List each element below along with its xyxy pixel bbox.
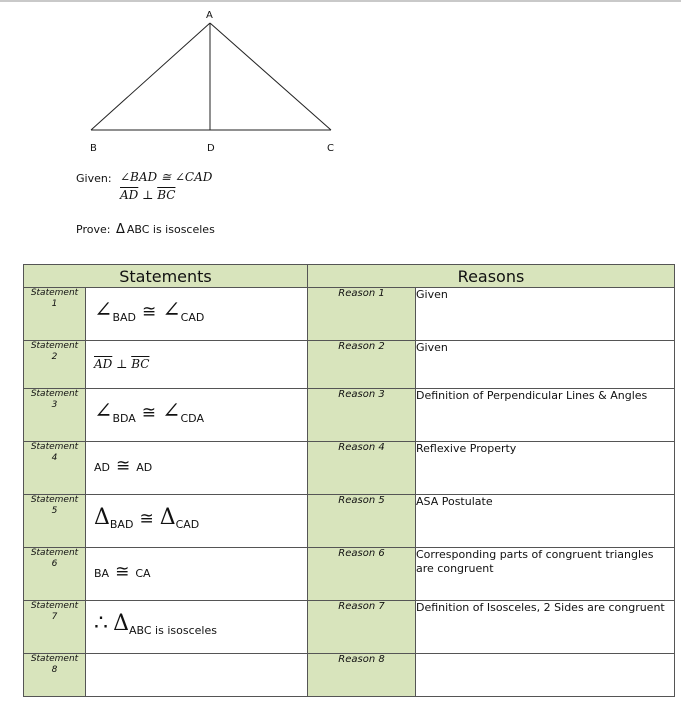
triangle-symbol: Δ	[159, 505, 176, 530]
statement-term: AD	[136, 461, 153, 474]
prove-text: ABC is isosceles	[126, 223, 215, 236]
reason-cell	[416, 654, 675, 697]
reason-cell: Given	[416, 288, 675, 341]
congruent-symbol: ≅	[139, 509, 154, 529]
given-angle-congruence: ∠BAD ≅ ∠CAD	[120, 170, 213, 184]
given-perpendicular	[120, 188, 175, 202]
reasons-header: Reasons	[308, 265, 675, 288]
statement-cell	[86, 389, 308, 442]
reason-cell: Definition of Isosceles, 2 Sides are congruent	[416, 601, 675, 654]
prove-label: Prove:	[76, 223, 111, 236]
given-statements	[120, 170, 213, 202]
statement-number: Statement 7	[24, 601, 86, 654]
reason-number: Reason 3	[308, 389, 416, 442]
statement-cell	[86, 495, 308, 548]
statement-cell	[86, 548, 308, 601]
reason-number: Reason 2	[308, 341, 416, 389]
table-row	[24, 654, 675, 697]
table-row	[24, 548, 675, 601]
statement-cell	[86, 654, 308, 697]
statement-number: Statement 2	[24, 341, 86, 389]
segment-ab	[91, 23, 210, 130]
given-segment-ad: $\overline{AD}$	[120, 188, 139, 202]
perpendicular-symbol: ⊥	[112, 357, 132, 371]
triangle-symbol: Δ	[115, 222, 125, 237]
angle-symbol: ∠	[94, 298, 113, 323]
statement-term: ABC is isosceles	[128, 624, 217, 637]
triangle-symbol: Δ	[113, 611, 129, 636]
congruent-symbol: ≅	[116, 456, 131, 476]
statement-term: CA	[135, 567, 151, 580]
reason-number: Reason 8	[308, 654, 416, 697]
statement-term: CAD	[180, 311, 205, 324]
statement-number: Statement 1	[24, 288, 86, 341]
table-row	[24, 341, 675, 389]
therefore-symbol: ∴	[94, 611, 108, 636]
statement-cell	[86, 601, 308, 654]
reason-number: Reason 7	[308, 601, 416, 654]
angle-symbol: ∠	[162, 298, 181, 323]
point-label-d: D	[207, 143, 215, 154]
triangle-symbol: Δ	[94, 505, 110, 530]
congruent-symbol: ≅	[115, 562, 130, 582]
statement-number: Statement 8	[24, 654, 86, 697]
statement-segment-ad: $\overline{AD}$	[94, 357, 113, 371]
statement-cell	[86, 341, 308, 389]
reason-cell: Given	[416, 341, 675, 389]
statement-term: BAD	[109, 518, 134, 531]
triangle-figure	[0, 0, 681, 160]
statements-header: Statements	[24, 265, 308, 288]
statement-number: Statement 3	[24, 389, 86, 442]
angle-symbol: ∠	[162, 399, 181, 424]
reason-cell: Reflexive Property	[416, 442, 675, 495]
angle-symbol: ∠	[94, 399, 113, 424]
statement-term: BAD	[112, 311, 136, 324]
given-label: Given:	[76, 172, 112, 185]
statement-term: BDA	[112, 412, 136, 425]
statement-number: Statement 5	[24, 495, 86, 548]
table-row	[24, 389, 675, 442]
table-row	[24, 601, 675, 654]
table-row	[24, 442, 675, 495]
prove-line	[76, 222, 215, 237]
reason-cell: Corresponding parts of congruent triangles are congruent	[416, 548, 675, 601]
statement-term: CAD	[175, 518, 200, 531]
statement-number: Statement 4	[24, 442, 86, 495]
reason-cell: Definition of Perpendicular Lines & Angles	[416, 389, 675, 442]
reason-number: Reason 4	[308, 442, 416, 495]
point-label-b: B	[90, 143, 97, 154]
statement-term: AD	[94, 461, 110, 474]
point-label-c: C	[327, 143, 334, 154]
statement-term: BA	[94, 567, 110, 580]
reason-cell: ASA Postulate	[416, 495, 675, 548]
congruent-symbol: ≅	[141, 302, 157, 322]
given-segment-bc: $\overline{BC}$	[157, 188, 176, 202]
reason-number: Reason 5	[308, 495, 416, 548]
table-row	[24, 495, 675, 548]
congruent-symbol: ≅	[141, 403, 157, 423]
statement-segment-bc: $\overline{BC}$	[131, 357, 150, 371]
table-header-row	[24, 265, 675, 288]
statement-number: Statement 6	[24, 548, 86, 601]
perpendicular-symbol: ⊥	[138, 188, 158, 202]
statement-cell	[86, 442, 308, 495]
reason-number: Reason 6	[308, 548, 416, 601]
table-row	[24, 288, 675, 341]
point-label-a: A	[206, 10, 213, 21]
segment-ac	[210, 23, 331, 130]
proof-table	[23, 264, 675, 697]
statement-cell	[86, 288, 308, 341]
reason-number: Reason 1	[308, 288, 416, 341]
statement-term: CDA	[180, 412, 204, 425]
